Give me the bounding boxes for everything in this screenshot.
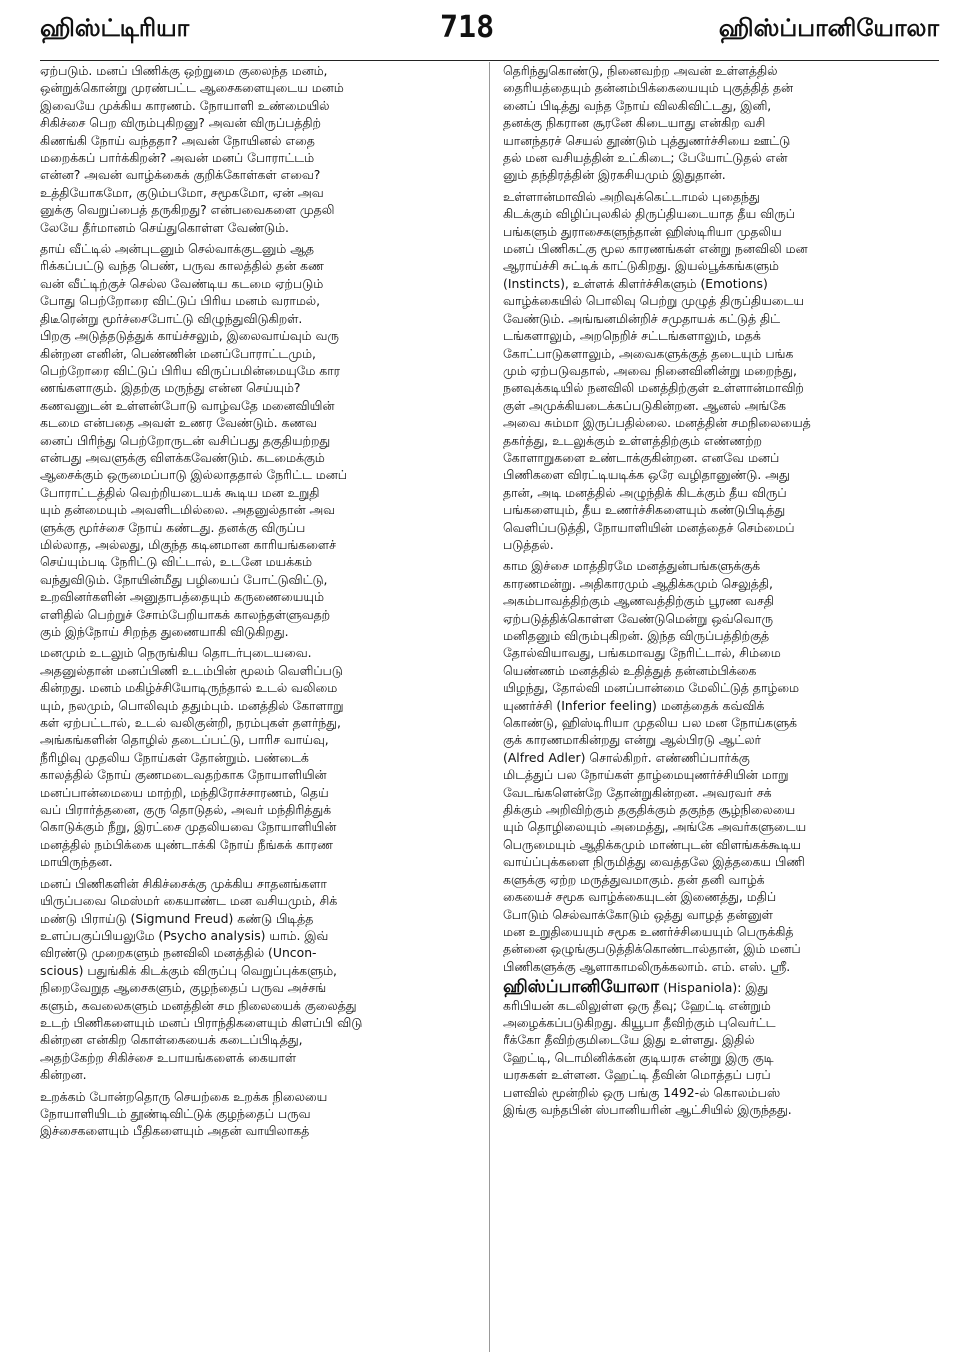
paragraph: மனமும் உடலும் நெருங்கிய தொடர்புடையவை. அதனுல்தான் மனப்பிணி உடம்பின் மூலம் வெளிப்படு கின்றது. மனம் மகிழ்ச்சியோடிருந்தால் உடல் வலிமை யும், நலமும், பொலிவும் ததும்பும். மனத்தில் கோளாறு கள் ஏற்பட்டால், உடல் வலிகுன்றி, நரம்புகள் தளர்ந்து, அங்கங்களின் தொழில் தடைப்பட்டு, பாரிச வாய்வு, நீரிழிவு முதலிய நோய்கள் தோன்றும். பண்டைக் காலத்தில் நோய் குணமடைவதற்காக நோயாளியின் மனப்பான்மையை மாற்றி, மந்திரோச்சாரணம், தெய் வப் பிரார்த்தனை, குரு தொடுதல், அவர் மந்திரித்துக் கொடுக்கும் நீறு, இரட்சை முதலியவை நோயாளியின் மனத்தில் நம்பிக்கை யுண்டாக்கி நோய் நீங்கக் காரண மாயிருந்தன.: [40, 645, 344, 870]
paragraph: தெரிந்துகொண்டு, நினைவற்ற அவன் உள்ளத்தில் தைரியத்தையும் தன்னம்பிக்கையையும் புகுத்தித் தன் னைப் பிடித்து வந்த நோய் விலகிவிட்டது, இனி, தனக்கு நிகரான சூரனே கிடையாது என்கிற வசி யானந்தரச் செயல் தூண்டும் புத்துணர்ச்சியை ஊட்டு தல் மன வசியத்தின் உட்கிடை; பேயோட்டுதல் என் னும் தந்திரத்தின் இரகசியமும் இதுதான்.: [503, 63, 794, 183]
text-columns: [40, 62, 939, 1352]
page-header: [40, 0, 939, 61]
column-divider: [489, 62, 490, 1352]
header-left-title: ஹிஸ்ட்டிரியா: [40, 14, 190, 42]
entry-body: இது கரிபியன் கடலிலுள்ள ஒரு தீவு; ஹேட்டி என்றும் அழைக்கப்படுகிறது. கியூபா தீவிற்கும் புவெர்ட்ட ரீக்கோ தீவிற்குமிடையே இது உள்ளது. இதில் ஹேட்டி, டொமினிக்கன் குடியரசு என்று இரு குடி யரசுகள் உள்ளன. ஹேட்டி தீவின் மொத்தப் பரப் பளவில் மூன்றில் ஒரு பங்கு 1492-ல் கொலம்பஸ் இங்கு வந்தபின் ஸ்பானியரின் ஆட்சியில் இருந்தது.: [503, 980, 792, 1117]
left-column: [40, 62, 475, 1352]
header-right-title: ஹிஸ்ப்பானியோலா: [718, 14, 939, 42]
right-column: [503, 62, 938, 1352]
entry-subtitle: (Hispaniola):: [662, 980, 742, 996]
paragraph: காம இச்சை மாத்திரமே மனத்துன்பங்களுக்குக் காரணமன்று. அதிகாரமும் ஆதிக்கமும் செலுத்தி, அகம்பாவத்திற்கும் ஆணவத்திற்கும் பூரண வசதி ஏற்படுத்திக்கொள்ள வேண்டுமென்று ஒவ்வொரு மனிதனும் விரும்புகிறன். இந்த விருப்பத்திற்குத் தோல்வியாவது, பங்கமாவது நேரிட்டால், சிம்மை யெண்ணம் மனத்தில் உதித்துத் தன்னம்பிக்கை யிழந்து, தோல்வி மனப்பான்மை மேலிட்டுத் தாழ்மை யுணர்ச்சி (Inferior feeling) மனத்தைக் கவ்விக் கொண்டு, ஹிஸ்டிரியா முதலிய பல மன நோய்களுக் குக் காரணமாகின்றது என்று ஆல்பிரடு ஆட்லர் (Alfred Adler) சொல்கிறர். எண்ணிப்பார்க்கு மிடத்துப் பல நோய்கள் தாழ்மையுணர்ச்சியின் மாறு வேடங்களென்றே தோன்றுகின்றன. அவரவர் சக் திக்கும் அறிவிற்கும் தகுதிக்கும் தகுந்த சூழ்நிலையை யும் தொழிலையும் அமைத்து, அங்கே அவர்களுடைய பெருமையும் ஆதிக்கமும் மாண்புடன் விளங்கக்கூடிய வாய்ப்புக்களை நிருமித்து வைத்தலே இத்தகைய பிணி களுக்கு ஏற்ற மருத்துவமாகும். தன் தனி வாழ்க் கையைச் சமூக வாழ்க்கையுடன் இணைத்து, மதிப் போடும் செல்வாக்கோடும் ஒத்து வாழத் தன்னுள் மன உறுதியையும் சமூக உணர்ச்சியையும் பெருக்கித் தன்னை ஒழுங்குபடுத்திக்கொண்டால்தான், இம் மனப் பிணிகளுக்கு ஆளாகாமலிருக்கலாம். எம். எஸ். ஸ்ரீ.: [503, 558, 807, 974]
entry-paragraph: [503, 979, 938, 1118]
paragraph: உள்ளான்மாவில் அறிவுக்கெட்டாமல் புதைந்து கிடக்கும் விழிப்புலகில் திருப்தியடையாத தீய விருப் பங்களும் துராசைகளுந்தான் ஹிஸ்டிரியா முதலிய மனப் பிணிகட்கு மூல காரணங்கள் என்று நனவிலி மன ஆராய்ச்சி சுட்டிக் காட்டுகிறது. இயல்பூக்கங்களும் (Instincts), உள்ளக் கிளர்ச்சிகளும் (Emotions) வாழ்க்கையில் பொலிவு பெற்று முழுத் திருப்தியடைய வேண்டும். அங்ஙனமின்றிச் சமுதாயக் கட்டுத் திட் டங்களாலும், அறநெறிச் சட்டங்களாலும், மதக் கோட்பாடுகளாலும், அவைகளுக்குத் தடையும் பங்க மும் ஏற்படுவதால், அவை நினைவினின்று மறைந்து, நனவுக்கடியில் நனவிலி மனத்திற்குள் உள்ளான்மாவிற் குள் அமுக்கியடைக்கப்படுகின்றன. ஆனல் அங்கே அவை சும்மா இருப்பதில்லை. மனத்தின் சமநிலையைத் தகர்த்து, உடலுக்கும் உள்ளத்திற்கும் எண்ணற்ற கோளாறுகளை உண்டாக்குகின்றன. எனவே மனப் பிணிகளை விரட்டியடிக்க ஒரே வழிதானுண்டு. அது தான், அடி மனத்தில் அழுந்திக் கிடக்கும் தீய விருப் பங்களையும், தீய உணர்ச்சிகளையும் கண்டுபிடித்து வெளிப்படுத்தி, நோயாளியின் மனத்தைச் செம்மைப் படுத்தல்.: [503, 188, 811, 552]
paragraph: உறக்கம் போன்றதொரு செயற்கை உறக்க நிலையை நோயாளியிடம் தூண்டிவிட்டுக் குழந்தைப் பருவ இச்சைகளையும் பீதிகளையும் அதன் வாயிலாகத்: [40, 1088, 328, 1139]
entry-title: ஹிஸ்ப்பானியோலா: [503, 977, 659, 998]
page-number: 718: [440, 10, 495, 45]
paragraph: ஏற்படும். மனப் பிணிக்கு ஒற்றுமை குலைந்த மனம், ஒன்றுக்கொன்று முரண்பட்ட ஆசைகளையுடைய மனம் இவையே முக்கிய காரணம். நோயாளி உண்மையில் சிகிச்சை பெற விரும்புகிறனு? அவன் விருப்பத்திற் கிணங்கி நோய் வந்ததா? அவன் நோயினல் எதை மறைக்கப் பார்க்கிறன்? அவன் மனப் போராட்டம் என்ன? அவன் வாழ்க்கைக் குறிக்கோள்கள் எவை? உத்தியோகமோ, குடும்பமோ, சமூகமோ, ஏன் அவ னுக்கு வெறுப்பைத் தருகிறது? என்பவைகளை முதலி லேயே தீர்மானம் செய்துகொள்ள வேண்டும்.: [40, 63, 344, 235]
paragraph: மனப் பிணிகளின் சிகிச்சைக்கு முக்கிய சாதனங்களா யிருப்பவை மெஸ்மர் கையாண்ட மன வசியமும், சிக் மண்டு பிராய்டு (Sigmund Freud) கண்டு பிடித்த உளப்பகுப்பியலுமே (Psycho analysis) யாம். இவ் விரண்டு முறைகளும் நனவிலி மனத்தில் (Uncon- scious) பதுங்கிக் கிடக்கும் விருப்பு வெறுப்புக்களும், நிறைவேறுத ஆசைகளும், குழந்தைப் பருவ அச்சங் களும், கவலைகளும் மனத்தின் சம நிலையைக் குலைத்து உடற் பிணிகளையும் மனப் பிராந்திகளையும் கிளப்பி விடு கின்றன என்கிற கொள்கையைக் கடைப்பிடித்து, அதற்கேற்ற சிகிச்சை உபாயங்களைக் கையாள் கின்றன.: [40, 875, 363, 1083]
paragraph: தாய் வீட்டில் அன்புடனும் செல்வாக்குடனும் ஆத ரிக்கப்பட்டு வந்த பெண், பருவ காலத்தில் தன் கண வன் வீட்டிற்குச் செல்ல வேண்டிய கடமை ஏற்படும் போது பெற்றோரை விட்டுப் பிரிய மனம் வராமல், திடீரென்று மூர்ச்சைபோட்டு விழுந்துவிடுகிறள். பிறகு அடுத்தடுத்துக் காய்ச்சலும், இலைவாய்வும் வரு கின்றன எனின், பெண்ணின் மனப்போராட்டமும், பெற்றோரை விட்டுப் பிரிய விருப்பமின்மையுமே கார ணங்களாகும். இதற்கு மருந்து என்ன செய்யும்? கணவனுடன் உள்ளன்போடு வாழ்வதே மனைவியின் கடமை என்பதை அவள் உணர வேண்டும். கணவ னைப் பிரிந்து பெற்றோருடன் வசிப்பது தகுதியற்றது என்பது அவளுக்கு விளக்கவேண்டும். கடமைக்கும் ஆசைக்கும் ஒருமைப்பாடு இல்லாததால் நேரிட்ட மனப் போராட்டத்தில் வெற்றியடையக் கூடிய மன உறுதி யும் தன்மையும் அவளிடமில்லை. அதனுல்தான் அவ ளுக்கு மூர்ச்சை நோய் கண்டது. தனக்கு விருப்ப மில்லாத, அல்லது, மிகுந்த கடினமான காரியங்களைச் செய்யும்படி நேரிட்டு விட்டால், உடனே மயக்கம் வந்துவிடும். நோயின்மீது பழியைப் போட்டுவிட்டு, உறவினர்களின் அனுதாபத்தையும் கருணையையும் எளிதில் பெற்றுச் சோம்பேறியாகக் காலந்தள்ளுவதற் கும் இந்நோய் சிறந்த துணையாகி விடுகிறது.: [40, 241, 347, 639]
